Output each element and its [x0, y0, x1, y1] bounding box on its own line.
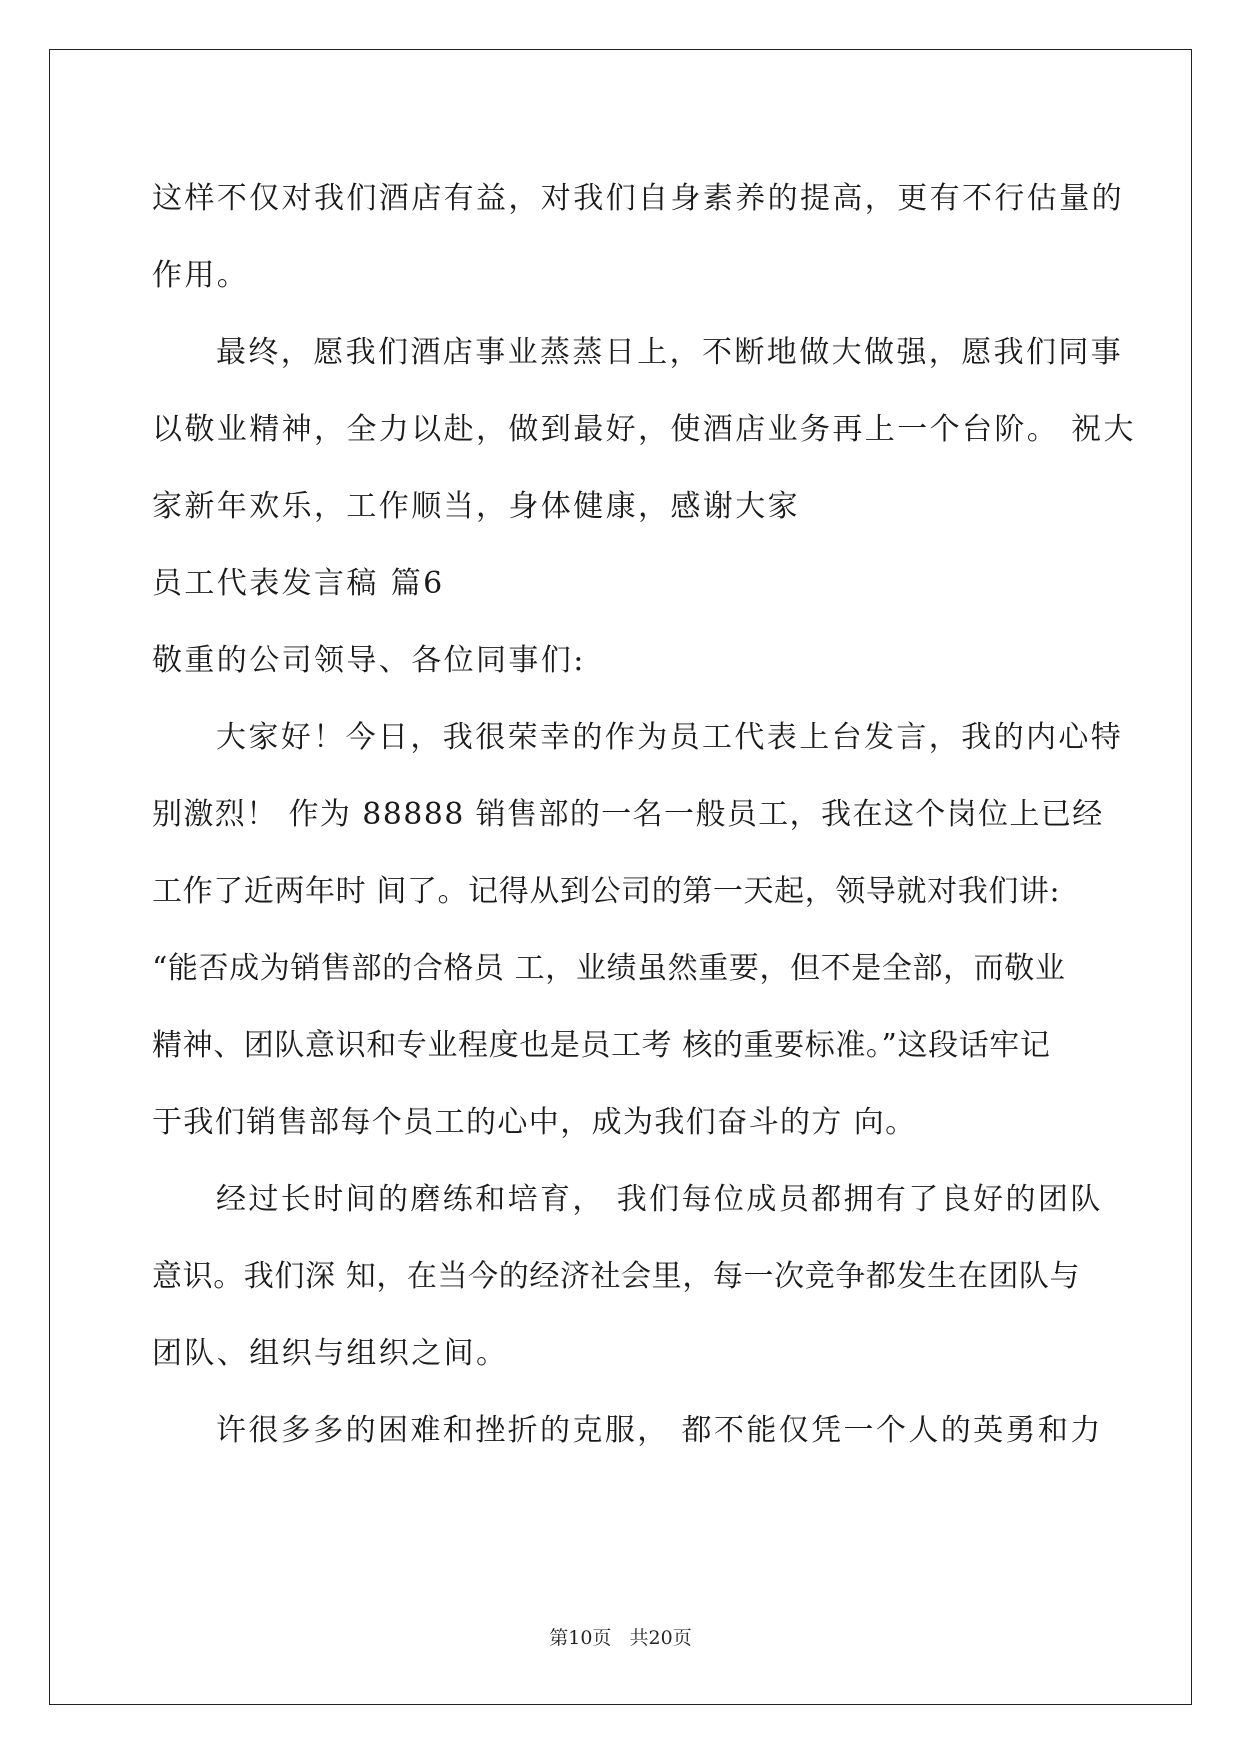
salutation: 敬重的公司领导、各位同事们: — [152, 643, 586, 678]
page-number-footer — [0, 1626, 1241, 1650]
text-line: 家新年欢乐，工作顺当，身体健康，感谢大家 — [152, 489, 800, 524]
page-number: 第10页 共20页 — [549, 1627, 692, 1649]
text-line: 精神、团队意识和专业程度也是员工考 核的重要标准。”这段话牢记 — [152, 1028, 1051, 1063]
text-line: 大家好！今日，我很荣幸的作为员工代表上台发言，我的内心特 — [216, 720, 1124, 755]
text-line: 意识。我们深 知，在当今的经济社会里，每一次竞争都发生在团队与 — [152, 1259, 1081, 1294]
text-line: “能否成为销售部的合格员 工，业绩虽然重要，但不是全部，而敬业 — [152, 951, 1066, 986]
document-body — [152, 160, 1136, 1469]
text-line: 工作了近两年时 间了。记得从到公司的第一天起，领导就对我们讲: — [152, 874, 1061, 909]
text-line: 于我们销售部每个员工的心中，成为我们奋斗的方 向。 — [152, 1105, 917, 1140]
text-line: 作用。 — [152, 258, 250, 293]
text-line: 别激烈！ 作为 88888 销售部的一名一般员工，我在这个岗位上已经 — [152, 797, 1104, 832]
text-line: 许很多多的困难和挫折的克服， 都不能仅凭一个人的英勇和力 — [216, 1413, 1103, 1448]
text-line: 团队、组织与组织之间。 — [152, 1336, 509, 1371]
section-heading: 员工代表发言稿 篇6 — [152, 566, 445, 601]
text-line: 这样不仅对我们酒店有益，对我们自身素养的提高，更有不行估量的 — [152, 181, 1124, 216]
text-line: 以敬业精神，全力以赴，做到最好，使酒店业务再上一个台阶。 祝大 — [152, 412, 1136, 447]
text-line: 最终，愿我们酒店事业蒸蒸日上，不断地做大做强，愿我们同事 — [216, 335, 1124, 370]
text-line: 经过长时间的磨练和培育， 我们每位成员都拥有了良好的团队 — [216, 1182, 1103, 1217]
